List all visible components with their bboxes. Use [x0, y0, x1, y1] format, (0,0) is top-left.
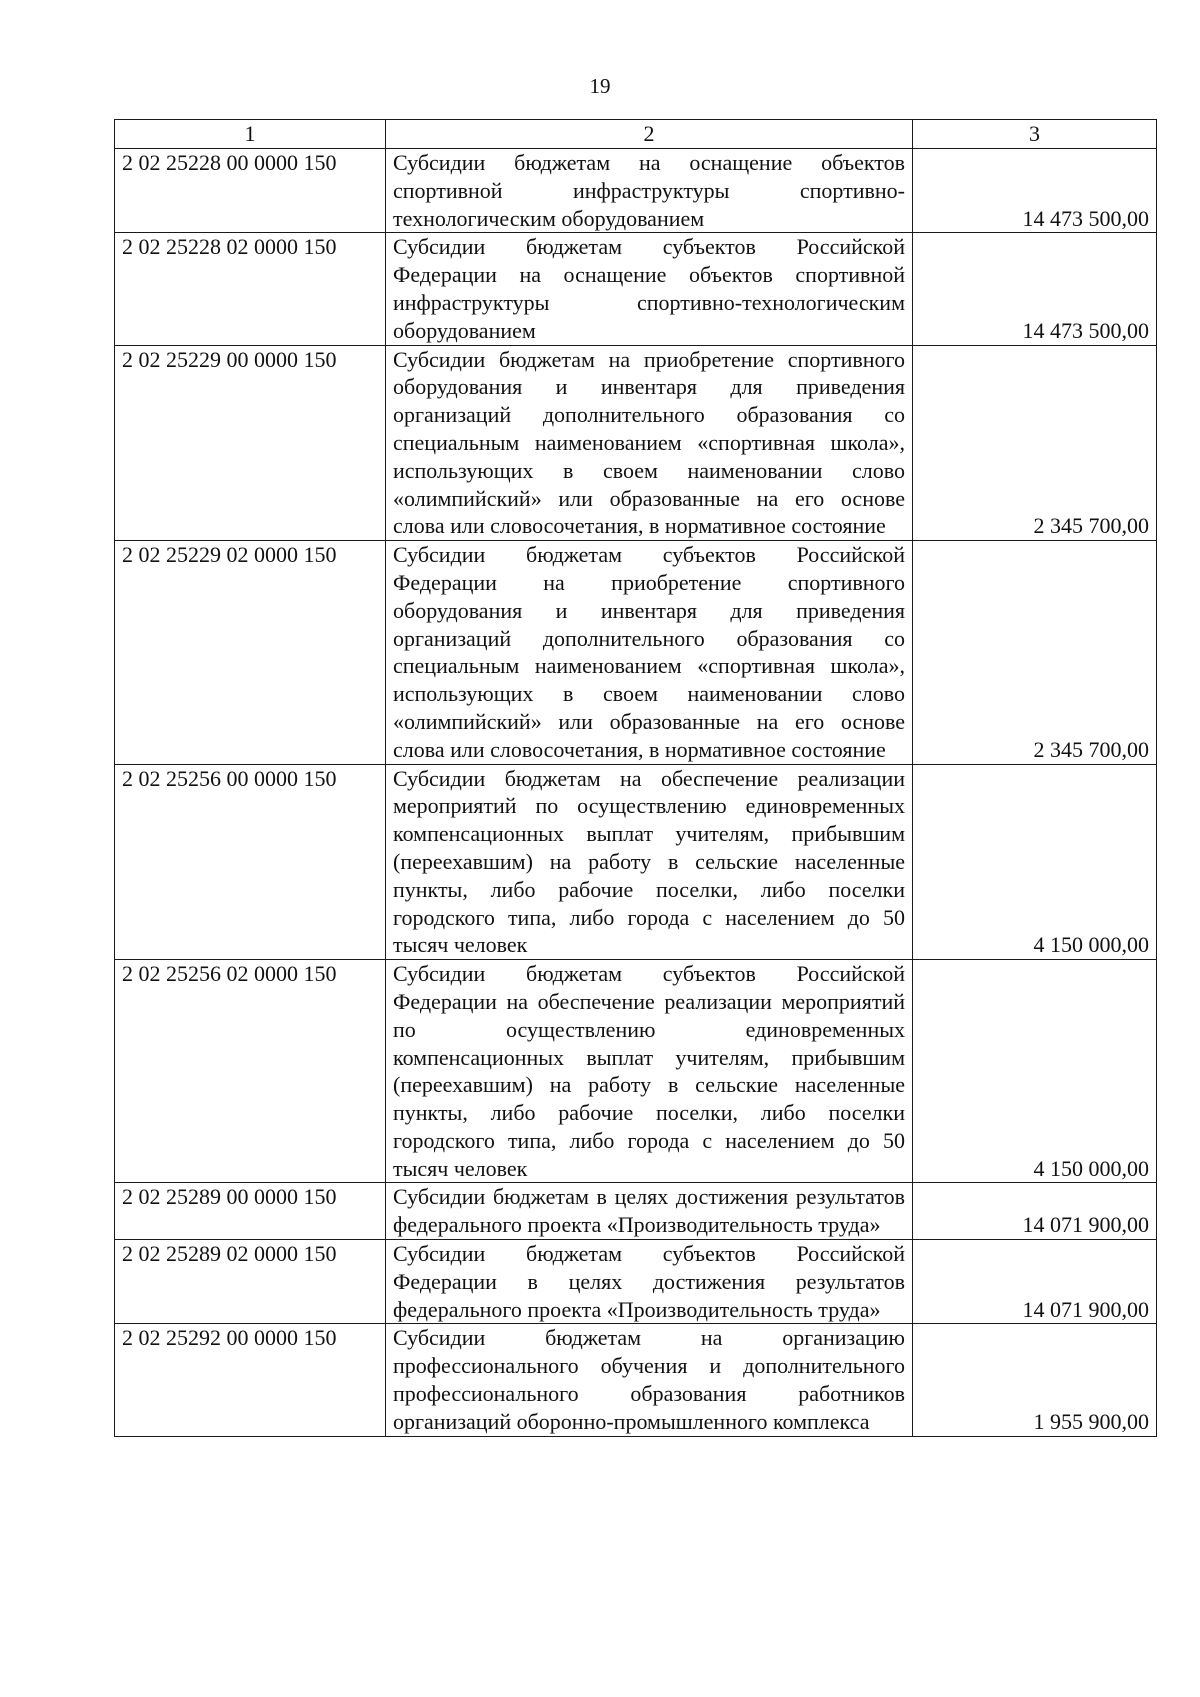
- row-amount: 14 071 900,00: [913, 1183, 1157, 1240]
- row-amount: 14 071 900,00: [913, 1240, 1157, 1324]
- row-amount: 4 150 000,00: [913, 764, 1157, 960]
- row-code: 2 02 25228 02 0000 150: [115, 233, 386, 345]
- row-description: Субсидии бюджетам на обеспечение реализации мероприятий по осуществлению единовременных компенсационных выплат учителям, прибывшим (переехавшим) на работу в сельские населенные пункты, либо рабочие поселки, либо поселки городского типа, либо города с населением до 50 тысяч человек: [386, 764, 913, 960]
- row-code: 2 02 25256 02 0000 150: [115, 960, 386, 1183]
- row-description: Субсидии бюджетам на приобретение спортивного оборудования и инвентаря для приведения организаций дополнительного образования со специальным наименованием «спортивная школа», использующих в своем наименовании слово «олимпийский» или образованные на его основе слова или словосочетания, в нормативное состояние: [386, 345, 913, 541]
- column-header-code: 1: [115, 120, 386, 149]
- row-code: 2 02 25229 02 0000 150: [115, 541, 386, 764]
- row-description: Субсидии бюджетам субъектов Российской Федерации в целях достижения результатов федерального проекта «Производительность труда»: [386, 1240, 913, 1324]
- row-code: 2 02 25229 00 0000 150: [115, 345, 386, 541]
- row-code: 2 02 25292 00 0000 150: [115, 1324, 386, 1436]
- row-amount: 2 345 700,00: [913, 541, 1157, 764]
- row-code: 2 02 25289 00 0000 150: [115, 1183, 386, 1240]
- table-row: [115, 233, 1157, 345]
- row-description: Субсидии бюджетам на организацию профессионального обучения и дополнительного профессионального образования работников организаций оборонно-промышленного комплекса: [386, 1324, 913, 1436]
- table-row: [115, 1324, 1157, 1436]
- row-code: 2 02 25228 00 0000 150: [115, 149, 386, 233]
- table-row: [115, 1183, 1157, 1240]
- row-code: 2 02 25256 00 0000 150: [115, 764, 386, 960]
- row-description: Субсидии бюджетам на оснащение объектов спортивной инфраструктуры спортивно-технологическим оборудованием: [386, 149, 913, 233]
- page-number: 19: [589, 74, 611, 98]
- row-amount: 14 473 500,00: [913, 233, 1157, 345]
- row-amount: 4 150 000,00: [913, 960, 1157, 1183]
- table-row: [115, 345, 1157, 541]
- row-amount: 2 345 700,00: [913, 345, 1157, 541]
- row-code: 2 02 25289 02 0000 150: [115, 1240, 386, 1324]
- budget-revenue-table: [114, 119, 1157, 1437]
- table-row: [115, 541, 1157, 764]
- row-description: Субсидии бюджетам субъектов Российской Федерации на обеспечение реализации мероприятий по осуществлению единовременных компенсационных выплат учителям, прибывшим (переехавшим) на работу в сельские населенные пункты, либо рабочие поселки, либо поселки городского типа, либо города с населением до 50 тысяч человек: [386, 960, 913, 1183]
- table-row: [115, 764, 1157, 960]
- table-row: [115, 960, 1157, 1183]
- row-description: Субсидии бюджетам субъектов Российской Федерации на оснащение объектов спортивной инфраструктуры спортивно-технологическим оборудованием: [386, 233, 913, 345]
- column-header-amount: 3: [913, 120, 1157, 149]
- table-row: [115, 149, 1157, 233]
- column-header-description: 2: [386, 120, 913, 149]
- row-description: Субсидии бюджетам субъектов Российской Федерации на приобретение спортивного оборудования и инвентаря для приведения организаций дополнительного образования со специальным наименованием «спортивная школа», использующих в своем наименовании слово «олимпийский» или образованные на его основе слова или словосочетания, в нормативное состояние: [386, 541, 913, 764]
- table-header-row: [115, 120, 1157, 149]
- row-amount: 14 473 500,00: [913, 149, 1157, 233]
- row-amount: 1 955 900,00: [913, 1324, 1157, 1436]
- row-description: Субсидии бюджетам в целях достижения результатов федерального проекта «Производительность труда»: [386, 1183, 913, 1240]
- table-row: [115, 1240, 1157, 1324]
